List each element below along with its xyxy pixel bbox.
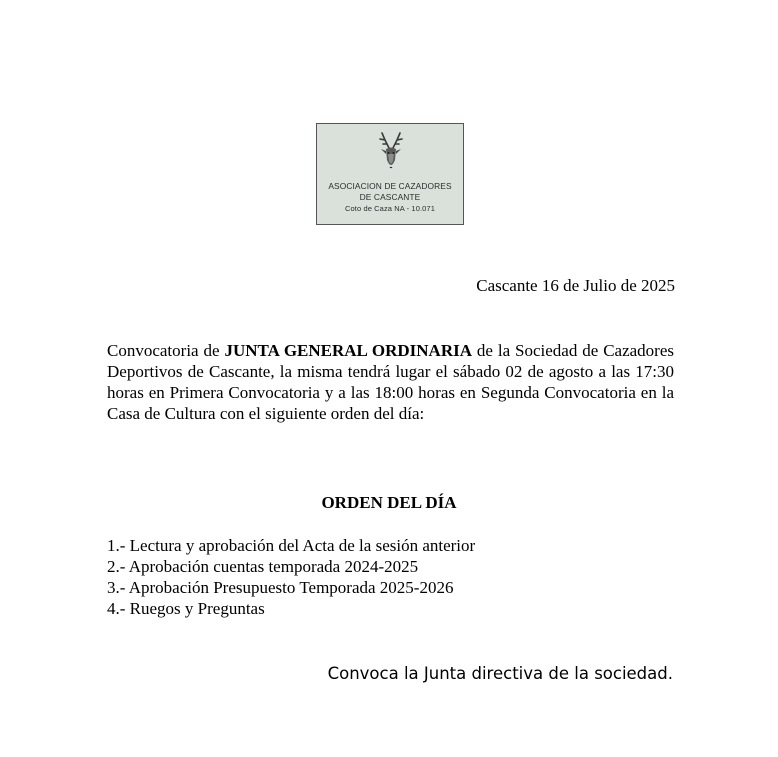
agenda-item: 2.- Aprobación cuentas temporada 2024-2025 xyxy=(107,557,419,576)
agenda-item: 1.- Lectura y aprobación del Acta de la sesión anterior xyxy=(107,536,476,555)
document-date: Cascante 16 de Julio de 2025 xyxy=(476,276,675,295)
convocatoria-paragraph xyxy=(107,340,674,424)
stamp-coto-number: Coto de Caza NA - 10.071 xyxy=(345,204,435,213)
meeting-type: JUNTA GENERAL ORDINARIA xyxy=(224,341,472,360)
convocatoria-prefix: Convocatoria de xyxy=(107,341,225,360)
stamp-town-name: DE CASCANTE xyxy=(359,192,421,202)
agenda-item: 4.- Ruegos y Preguntas xyxy=(107,599,265,618)
signature-line: Convoca la Junta directiva de la sociedad. xyxy=(327,664,673,683)
stamp-association-name: ASOCIACION DE CAZADORES xyxy=(328,181,452,191)
orden-del-dia-heading: ORDEN DEL DÍA xyxy=(321,493,457,512)
deer-head-icon xyxy=(375,130,407,174)
association-stamp xyxy=(316,123,464,225)
convocatoria-details: de la Sociedad de Cazadores Deportivos de Cascante, la misma tendrá lugar el sábado 02 de agosto a las 17:30 horas en Primera Convocatoria y a las 18:00 horas en Segunda Convocatoria en la Casa de Cultura con el siguiente orden del día: xyxy=(107,341,674,423)
agenda-item: 3.- Aprobación Presupuesto Temporada 2025-2026 xyxy=(107,578,454,597)
agenda-list xyxy=(107,535,475,619)
